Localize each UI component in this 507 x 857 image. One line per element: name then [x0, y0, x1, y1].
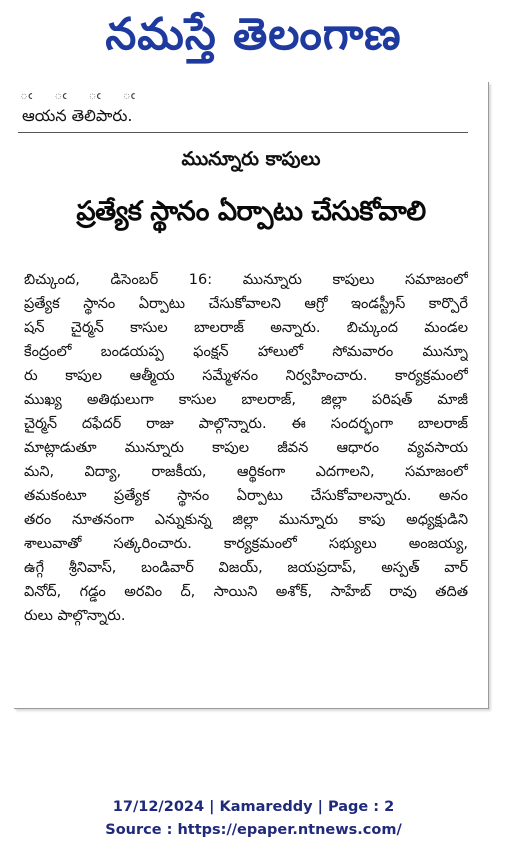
- body-line: షన్ చైర్మన్ కాసుల బాలరాజ్ అన్నారు. బిచ్కుంద మండల: [24, 320, 468, 336]
- article-body: [24, 268, 468, 628]
- masthead: [0, 0, 507, 80]
- body-line: మని, విద్యా, రాజకీయ, ఆర్థికంగా ఎదగాలని, సమాజంలో: [24, 464, 468, 480]
- body-line: కేంద్రంలో బండయప్ప ఫంక్షన్ హాలులో సోమవారం మున్నూ: [24, 344, 468, 360]
- body-line: రులు పాల్గొన్నారు.: [24, 608, 126, 624]
- body-line: ఉగ్గే శ్రీనివాస్, బండివార్ విజయ్, జయప్రదాప్, అస్పత్ వార్: [24, 560, 468, 576]
- body-line: తమకంటూ ప్రత్యేక స్థానం ఏర్పాటు చేసుకోవాలన్నారు. అనం: [24, 488, 468, 504]
- body-line: రు కాపుల ఆత్మీయ సమ్మేళనం నిర్వహించారు. కార్యక్రమంలో: [24, 368, 468, 384]
- article-headline: ప్రత్యేక స్థానం ఏర్పాటు చేసుకోవాలి: [76, 196, 426, 227]
- body-line: తరం నూతనంగా ఎన్నుకున్న జిల్లా మున్నూరు కాపు అధ్యక్షుడిని: [24, 512, 468, 528]
- article-kicker: మున్నూరు కాపులు: [181, 148, 321, 170]
- previous-article-fragment: ఆయన తెలిపారు.: [22, 106, 133, 125]
- body-line: శాలువాతో సత్కరించారు. కార్యక్రమంలో సభ్యులు అంజయ్య,: [24, 536, 468, 552]
- body-line: ప్రత్యేక స్థానం ఏర్పాటు చేసుకోవాలని ఆగ్రో ఇండస్ట్రీస్ కార్పొరే: [24, 296, 468, 312]
- footer: [0, 796, 507, 842]
- body-line: వినోద్, గడ్డం అరవిం ద్, సాయిని అశోక్, సాహేబ్ రావు తదిత: [24, 584, 468, 600]
- cut-off-previous-text: ఁ ఁ ఁ ఁ: [20, 92, 153, 100]
- dateline: 17/12/2024 | Kamareddy | Page : 2: [112, 799, 395, 815]
- news-clipping: [14, 82, 489, 709]
- body-line: ముఖ్య అతిథులుగా కాసుల బాలరాజ్, జిల్లా పరిషత్ మాజీ: [24, 392, 468, 408]
- body-line: బిచ్కుంద, డిసెంబర్ 16: మున్నూరు కాపులు సమాజంలో: [24, 272, 468, 288]
- divider: [18, 132, 468, 133]
- source-link[interactable]: Source : https://epaper.ntnews.com/: [105, 822, 402, 838]
- body-line: మాట్లాడుతూ మున్నూరు కాపుల జీవన ఆధారం వ్యవసాయ: [24, 440, 468, 456]
- masthead-title: నమస్తే తెలంగాణ: [105, 9, 402, 60]
- body-line: చైర్మన్ దఫేదర్ రాజు పాల్గొన్నారు. ఈ సందర్భంగా బాలరాజ్: [24, 416, 468, 432]
